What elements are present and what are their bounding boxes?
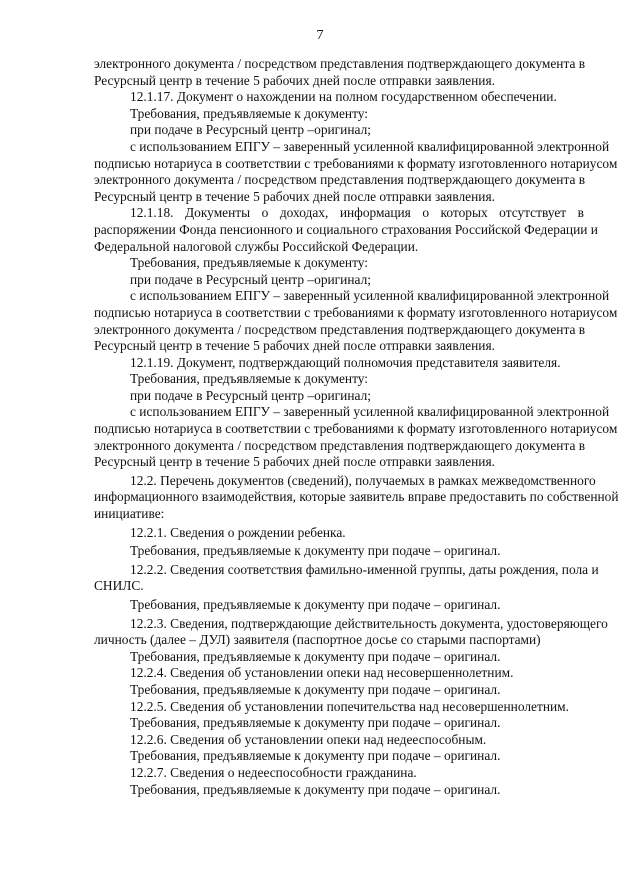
text-line: подписью нотариуса в соответствии с требованиями к формату изготовленного нотариусом xyxy=(94,421,618,437)
text-line: 12.2.6. Сведения об установлении опеки над недееспособным. xyxy=(130,731,487,747)
text-line: Ресурсный центр в течение 5 рабочих дней после отправки заявления. xyxy=(94,454,495,470)
text-line: 12.2.7. Сведения о недееспособности гражданина. xyxy=(130,764,417,780)
text-line: инициативе: xyxy=(94,506,165,522)
text-line: 12.2.5. Сведения об установлении попечительства над несовершеннолетним. xyxy=(130,698,569,714)
text-line: Ресурсный центр в течение 5 рабочих дней после отправки заявления. xyxy=(94,72,495,88)
text-line: Требования, предъявляемые к документу при подаче – оригинал. xyxy=(130,748,501,764)
text-line: подписью нотариуса в соответствии с требованиями к формату изготовленного нотариусом xyxy=(94,155,618,171)
text-line: Ресурсный центр в течение 5 рабочих дней после отправки заявления. xyxy=(94,338,495,354)
text-line: 12.2. Перечень документов (сведений), получаемых в рамках межведомственного xyxy=(130,472,596,488)
text-line: 12.2.1. Сведения о рождении ребенка. xyxy=(130,524,346,540)
text-line: с использованием ЕПГУ – заверенный усиленной квалифицированной электронной xyxy=(130,404,610,420)
text-line: Требования, предъявляемые к документу при подаче – оригинал. xyxy=(130,543,501,559)
text-line: подписью нотариуса в соответствии с требованиями к формату изготовленного нотариусом xyxy=(94,304,618,320)
text-line: 12.2.2. Сведения соответствия фамильно-именной группы, даты рождения, пола и xyxy=(130,561,599,577)
document-body xyxy=(94,56,619,798)
text-line: Требования, предъявляемые к документу при подаче – оригинал. xyxy=(130,715,501,731)
text-line: распоряжении Фонда пенсионного и социального страхования Российской Федерации и xyxy=(94,221,598,237)
text-line: Требования, предъявляемые к документу: xyxy=(130,255,369,271)
text-line: с использованием ЕПГУ – заверенный усиленной квалифицированной электронной xyxy=(130,138,610,154)
text-line: информационного взаимодействия, которые заявитель вправе предоставить по собственной xyxy=(94,489,619,505)
text-line: электронного документа / посредством представления подтверждающего документа в xyxy=(94,56,586,71)
text-line: Требования, предъявляемые к документу при подаче – оригинал. xyxy=(130,681,501,697)
text-line: Требования, предъявляемые к документу: xyxy=(130,105,369,121)
text-line: 12.2.3. Сведения, подтверждающие действительность документа, удостоверяющего xyxy=(130,615,608,631)
text-line: электронного документа / посредством представления подтверждающего документа в xyxy=(94,172,586,188)
text-line: 12.1.19. Документ, подтверждающий полномочия представителя заявителя. xyxy=(130,354,561,370)
text-line: Требования, предъявляемые к документу при подаче – оригинал. xyxy=(130,648,501,664)
text-line: при подаче в Ресурсный центр –оригинал; xyxy=(130,122,371,138)
text-line: с использованием ЕПГУ – заверенный усиленной квалифицированной электронной xyxy=(130,288,610,304)
text-line: Требования, предъявляемые к документу: xyxy=(130,371,369,387)
text-line: при подаче в Ресурсный центр –оригинал; xyxy=(130,271,371,287)
text-line: Требования, предъявляемые к документу при подаче – оригинал. xyxy=(130,781,501,797)
text-line: 12.1.17. Документ о нахождении на полном государственном обеспечении. xyxy=(130,89,557,105)
text-line: Федеральной налоговой службы Российской Федерации. xyxy=(94,238,419,254)
text-line: электронного документа / посредством представления подтверждающего документа в xyxy=(94,437,586,453)
text-line: СНИЛС. xyxy=(94,578,144,594)
text-line: Требования, предъявляемые к документу при подаче – оригинал. xyxy=(130,597,501,612)
text-line: Ресурсный центр в течение 5 рабочих дней после отправки заявления. xyxy=(94,188,495,204)
text-line: электронного документа / посредством представления подтверждающего документа в xyxy=(94,321,586,337)
text-line: 12.1.18. Документы о доходах, информация о которых отсутствует в xyxy=(130,205,584,221)
text-line: 12.2.4. Сведения об установлении опеки над несовершеннолетним. xyxy=(130,665,514,681)
page-number: 7 xyxy=(316,28,324,43)
text-line: личность (далее – ДУЛ) заявителя (паспортное досье со старыми паспортами) xyxy=(94,632,541,648)
text-line: при подаче в Ресурсный центр –оригинал; xyxy=(130,387,371,403)
